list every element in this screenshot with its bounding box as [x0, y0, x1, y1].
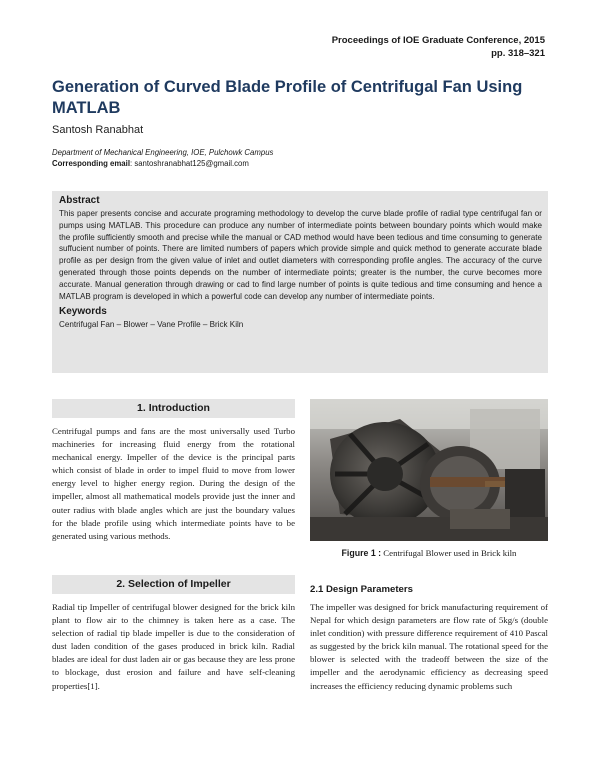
- keywords-text: Centrifugal Fan – Blower – Vane Profile – Brick Kiln: [59, 320, 244, 330]
- section-heading-selection: 2. Selection of Impeller: [52, 575, 295, 594]
- figure-photo-centrifugal-blower: [310, 399, 548, 541]
- introduction-text: Centrifugal pumps and fans are the most universally used Turbo machineries for increasing fluid energy from the rotational mechanical energy. Impeller of the device is the principal parts which consist of blade in order to impel fluid to move from lower energy level to higher energy region. During the design of the impeller, almost all mathematical models provide just the inner and outer radius with blade angles which are just the boundary values for the blade profile using which intermediate points have to be generated using various methods.: [52, 426, 295, 541]
- affiliation-block: [52, 147, 273, 169]
- conference-name: Proceedings of IOE Graduate Conference, 2015: [331, 35, 545, 46]
- paper-title: Generation of Curved Blade Profile of Centrifugal Fan Using MATLAB: [52, 78, 523, 117]
- affiliation: Department of Mechanical Engineering, IOE, Pulchowk Campus: [52, 148, 274, 157]
- subsection-heading-design-parameters: 2.1 Design Parameters: [310, 584, 413, 595]
- figure-caption: [310, 547, 548, 559]
- corresponding-line: [52, 158, 273, 169]
- abstract-heading: Abstract: [59, 195, 100, 206]
- author-name: Santosh Ranabhat: [52, 124, 144, 136]
- selection-text: Radial tip Impeller of centrifugal blower designed for the brick kiln plant to flow air to the chimney is taken here as a case. The selection of radial tip blade impeller is due to the consideration of dust laden condition of the gases produced in brick kiln. Radial blades are ideal for dust laden air or gas because they are less prone to blockage, dust erosion and failure and have self-cleaning properties[1].: [52, 602, 295, 691]
- corresponding-email[interactable]: : santoshranabhat125@gmail.com: [129, 159, 249, 168]
- abstract-box: [52, 191, 548, 373]
- page-range: pp. 318–321: [491, 48, 545, 59]
- keywords-heading: Keywords: [59, 306, 107, 318]
- conference-header: [332, 34, 545, 60]
- corresponding-label: Corresponding email: [52, 159, 130, 168]
- abstract-text: This paper presents concise and accurate programing methodology to develop the curve blade profile of radial type centrifugal fan or pumps using MATLAB. This procedure can produce any number of intermediate points between boundary points which would make the profile sufficiently smooth and precise while the manual or CAD method would have been tedious and time consuming to generate suffucient number of points. There are limited numbers of papers which provide simple and quick method to generate accurate blade profile as per design from the given value of inlet and outlet diameters with corresponding profile angles. The accuracy of the curve generated through those points depends on the number of intermediate points; greater is the number, the curve becomes more accurate. Manual generation through drawing or cad to find large number of points is quite tedious and time consuming and hence a MATLAB program is developed in which a powerful code can develop any number of intermediate points.: [59, 209, 542, 301]
- section-heading-introduction: 1. Introduction: [52, 399, 295, 418]
- design-parameters-text: The impeller was designed for brick manufacturing requirement of Nepal for which design parameters are flow rate of 5kg/s (double inlet condition) with pressure difference requirement of 410 Pascal as suggested by the brick kiln manual. The rotational speed for the blower is selected with the tradeoff between the size of the impeller and the aerodynamic efficiency as decreasing speed increases the efficiency reducing dynamic problems such: [310, 602, 548, 691]
- figure-label: Figure 1 :: [341, 548, 382, 558]
- figure-caption-text: Centrifugal Blower used in Brick kiln: [381, 548, 517, 558]
